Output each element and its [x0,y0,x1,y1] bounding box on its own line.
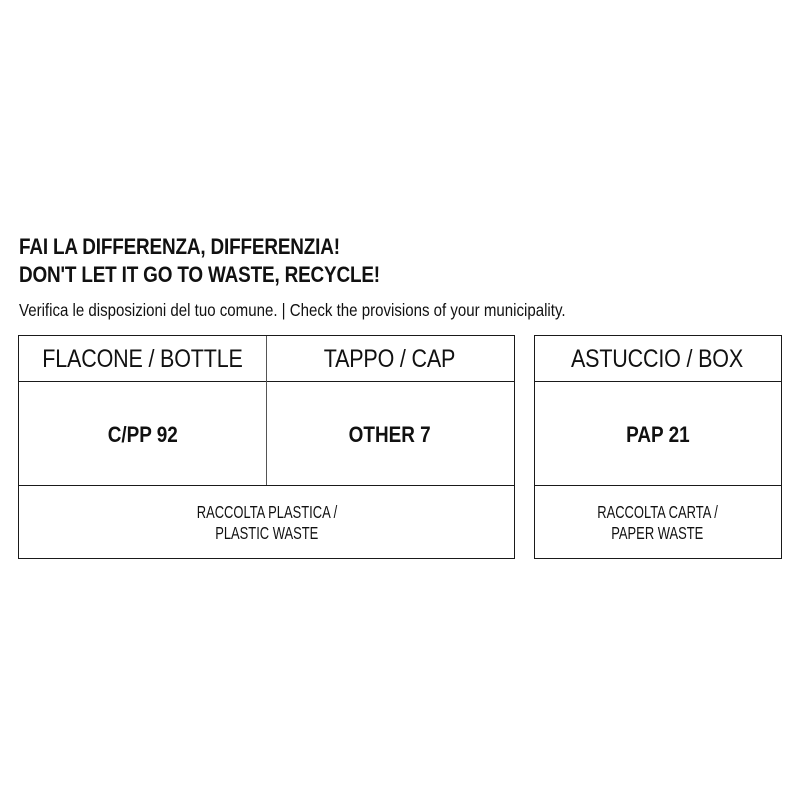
plastic-collection-label [19,487,514,558]
paper-collection-label [535,487,781,558]
plastic-collection-line1: RACCOLTA PLASTICA / [196,501,337,522]
box-header: ASTUCCIO / BOX [571,344,744,373]
box-material-code: PAP 21 [625,421,690,447]
municipality-note: Verifica le disposizioni del tuo comune. | Check the provisions of your municipality. [19,300,566,320]
paper-recycling-table [534,335,782,559]
plastic-collection-line2: PLASTIC WASTE [214,522,319,543]
paper-collection-line1: RACCOLTA CARTA / [597,501,719,522]
headline-english: DON'T LET IT GO TO WASTE, RECYCLE! [19,262,380,287]
paper-collection-line2: PAPER WASTE [611,522,705,543]
headline-italian: FAI LA DIFFERENZA, DIFFERENZIA! [19,234,340,259]
cap-header: TAPPO / CAP [323,344,456,373]
cap-material-code: OTHER 7 [348,421,431,447]
plastic-recycling-table [18,335,515,559]
bottle-material-code: C/PP 92 [107,421,178,447]
bottle-header: FLACONE / BOTTLE [42,344,243,373]
